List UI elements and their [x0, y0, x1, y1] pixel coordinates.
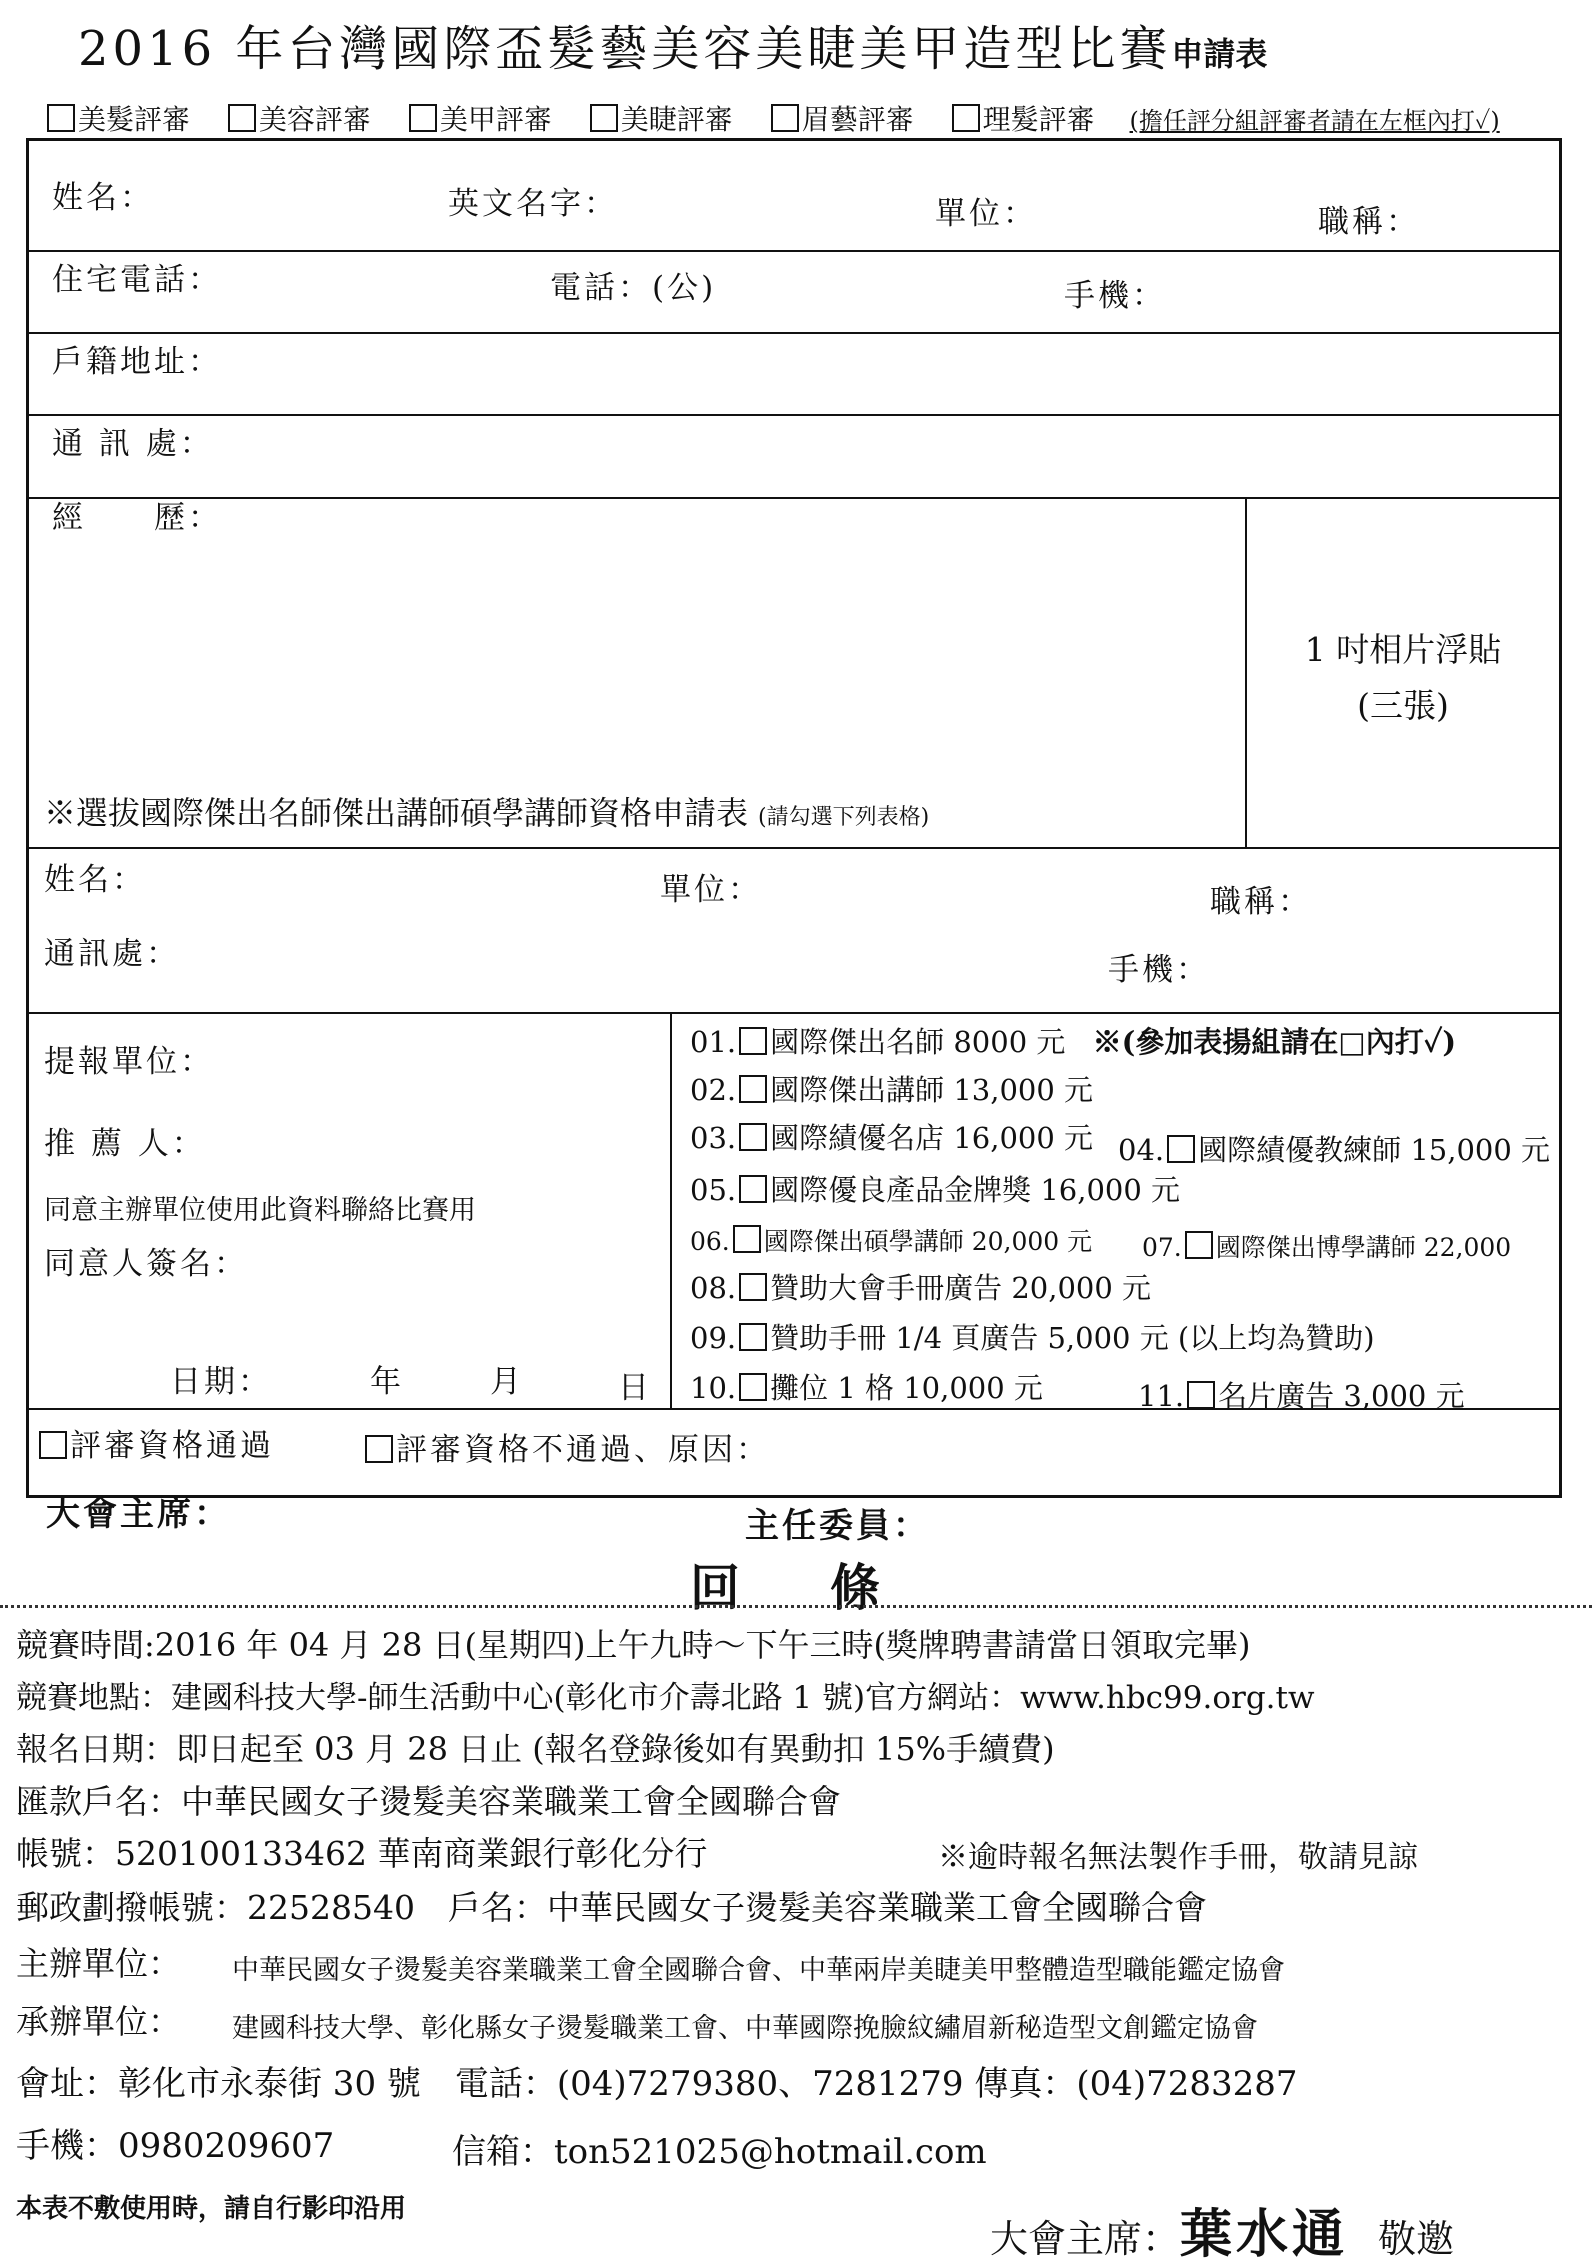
consent-text: 同意主辦單位使用此資料聯絡比賽用	[44, 1195, 476, 1226]
nominee-name-label: 姓名：	[44, 862, 146, 898]
registered-address-label: 戶籍地址：	[52, 344, 222, 380]
reply-account-no: 帳號：520100133462 華南商業銀行彰化分行	[16, 1834, 708, 1873]
photo-line: 1 吋相片浮貼	[1304, 630, 1502, 669]
judge-option[interactable]: 美髮評審	[44, 103, 190, 136]
title-suffix: 申請表	[1171, 35, 1268, 73]
reply-late-note: ※逾時報名無法製作手冊，敬請見諒	[938, 1840, 1418, 1875]
options-divider	[670, 1012, 672, 1408]
reply-address: 會址：彰化市永泰街 30 號 電話：(04)7279380、7281279 傳真：(04)7283287	[16, 2064, 1298, 2104]
judge-option[interactable]: 美甲評審	[406, 103, 552, 136]
reply-co-organizer: 建國科技大學、彰化縣女子燙髮職業工會、中華國際挽臉紋繡眉新秘造型文創鑑定協會	[232, 2013, 1258, 2044]
name-label: 姓名：	[52, 180, 154, 216]
checkbox[interactable]	[409, 104, 437, 132]
signature-label: 同意人簽名：	[44, 1246, 248, 1282]
checkbox[interactable]	[771, 104, 799, 132]
checkbox[interactable]	[739, 1175, 767, 1203]
option-05[interactable]: 05. 國際優良產品金牌獎 16,000 元	[690, 1173, 1181, 1207]
checkbox[interactable]	[739, 1373, 767, 1401]
checkbox[interactable]	[1167, 1135, 1195, 1163]
unit-label: 單位：	[935, 196, 1037, 232]
checkbox[interactable]	[952, 104, 980, 132]
reply-account-name: 匯款戶名：中華民國女子燙髮美容業職業工會全國聯合會	[16, 1782, 841, 1821]
checkbox[interactable]	[739, 1273, 767, 1301]
mailing-address-label: 通 訊 處：	[52, 426, 214, 462]
checkbox[interactable]	[739, 1123, 767, 1151]
judge-options	[44, 98, 1500, 138]
nominee-unit-label: 單位：	[660, 872, 762, 908]
judge-option[interactable]: 眉藝評審	[768, 103, 914, 136]
checkbox[interactable]	[1185, 1231, 1213, 1259]
home-phone-label: 住宅電話：	[52, 262, 222, 298]
form-title	[78, 10, 1267, 79]
day-label: 日	[618, 1370, 652, 1406]
reply-title: 回 條	[690, 1558, 880, 1617]
nominee-mobile-label: 手機：	[1108, 952, 1210, 988]
month-label: 月	[490, 1364, 524, 1400]
divider	[26, 847, 1559, 849]
date-label: 日期：	[170, 1364, 272, 1400]
reply-venue: 競賽地點：建國科技大學-師生活動中心(彰化市介壽北路 1 號)官方網站：www.hbc99.org.tw	[16, 1680, 1315, 1716]
photo-divider	[1245, 497, 1247, 847]
checkbox[interactable]	[1187, 1381, 1215, 1409]
checkbox[interactable]	[739, 1075, 767, 1103]
divider	[26, 250, 1559, 252]
divider	[26, 1012, 1559, 1014]
judge-pass[interactable]: 評審資格通過	[36, 1420, 274, 1465]
job-title-label: 職稱：	[1318, 204, 1420, 240]
reply-organizer-label: 主辦單位：	[16, 1944, 181, 1983]
chairman-name: 葉水通	[1180, 2204, 1349, 2265]
judge-note: (擔任評分組評審者請在左框內打✓)	[1129, 107, 1500, 135]
option-09[interactable]: 09. 贊助手冊 1/4 頁廣告 5,000 元 (以上均為贊助)	[690, 1321, 1375, 1355]
closing-signature	[990, 2192, 1454, 2267]
checkbox[interactable]	[590, 104, 618, 132]
photo-placeholder	[1250, 622, 1556, 734]
reply-registration: 報名日期：即日起至 03 月 28 日止 (報名登錄後如有異動扣 15%手續費)	[16, 1730, 1055, 1768]
option-07[interactable]: 07. 國際傑出博學講師 22,000	[1142, 1233, 1512, 1262]
checkbox[interactable]	[47, 104, 75, 132]
reply-mobile: 手機：0980209607	[16, 2126, 335, 2166]
chairman-signoff: 大會主席：	[46, 1494, 231, 1534]
office-phone-label: 電話：(公)	[550, 270, 717, 306]
year-label: 年	[370, 1364, 404, 1400]
option-02[interactable]: 02. 國際傑出講師 13,000 元	[690, 1073, 1094, 1107]
copy-note: 本表不敷使用時，請自行影印沿用	[16, 2194, 407, 2224]
reply-postal: 郵政劃撥帳號：22528540 戶名：中華民國女子燙髮美容業職業工會全國聯合會	[16, 1888, 1207, 1927]
english-name-label: 英文名字：	[448, 186, 618, 222]
nominee-address-label: 通訊處：	[44, 936, 180, 972]
nominee-title-label: 職稱：	[1210, 884, 1312, 920]
closing-chairman-label: 大會主席：	[990, 2217, 1181, 2261]
reply-time: 競賽時間:2016 年 04 月 28 日(星期四)上午九時～下午三時(獎牌聘書請當日領取完畢)	[16, 1626, 1251, 1664]
option-10[interactable]: 10. 攤位 1 格 10,000 元	[690, 1371, 1043, 1405]
option-11[interactable]: 11. 名片廣告 3,000 元	[1138, 1379, 1465, 1413]
divider	[26, 414, 1559, 416]
reply-organizer: 中華民國女子燙髮美容業職業工會全國聯合會、中華兩岸美睫美甲整體造型職能鑑定協會	[232, 1955, 1285, 1986]
recommender-label: 推 薦 人：	[44, 1126, 206, 1162]
option-08[interactable]: 08. 贊助大會手冊廣告 20,000 元	[690, 1271, 1152, 1305]
option-06[interactable]: 06. 國際傑出碩學講師 20,000 元	[690, 1227, 1093, 1256]
photo-line: (三張)	[1357, 686, 1449, 725]
mobile-label: 手機：	[1064, 278, 1166, 314]
judge-option[interactable]: 美睫評審	[587, 103, 733, 136]
option-04[interactable]: 04. 國際績優教練師 15,000 元	[1118, 1133, 1551, 1167]
closing-word: 敬邀	[1378, 2217, 1455, 2261]
director-signoff: 主任委員：	[745, 1506, 930, 1546]
reply-co-organizer-label: 承辦單位：	[16, 2002, 181, 2041]
judge-option[interactable]: 美容評審	[225, 103, 371, 136]
checkbox[interactable]	[228, 104, 256, 132]
option-03[interactable]: 03. 國際績優名店 16,000 元	[690, 1121, 1094, 1155]
checkbox[interactable]	[733, 1225, 761, 1253]
checkbox[interactable]	[739, 1027, 767, 1055]
cut-line	[0, 1605, 1592, 1608]
option-01[interactable]: 01. 國際傑出名師 8000 元 ※(參加表揚組請在□內打✓)	[690, 1025, 1457, 1059]
judge-option[interactable]: 理髮評審	[949, 103, 1095, 136]
divider	[26, 332, 1559, 334]
judge-fail[interactable]: 評審資格不通過、原因：	[362, 1424, 770, 1469]
checkbox[interactable]	[739, 1323, 767, 1351]
reply-email: 信箱：ton521025@hotmail.com	[452, 2132, 987, 2172]
option-note: ※(參加表揚組請在□內打✓)	[1092, 1025, 1457, 1059]
checkbox[interactable]	[39, 1431, 67, 1459]
title-main: 2016 年台灣國際盃髮藝美容美睫美甲造型比賽	[78, 21, 1172, 77]
checkbox[interactable]	[365, 1435, 393, 1463]
submitting-unit-label: 提報單位：	[44, 1044, 214, 1080]
nomination-heading: ※選拔國際傑出名師傑出講師碩學講師資格申請表 (請勾選下列表格)	[44, 794, 930, 832]
nomination-hint: (請勾選下列表格)	[758, 805, 930, 830]
divider	[26, 497, 1559, 499]
experience-label: 經 歷：	[52, 500, 222, 536]
